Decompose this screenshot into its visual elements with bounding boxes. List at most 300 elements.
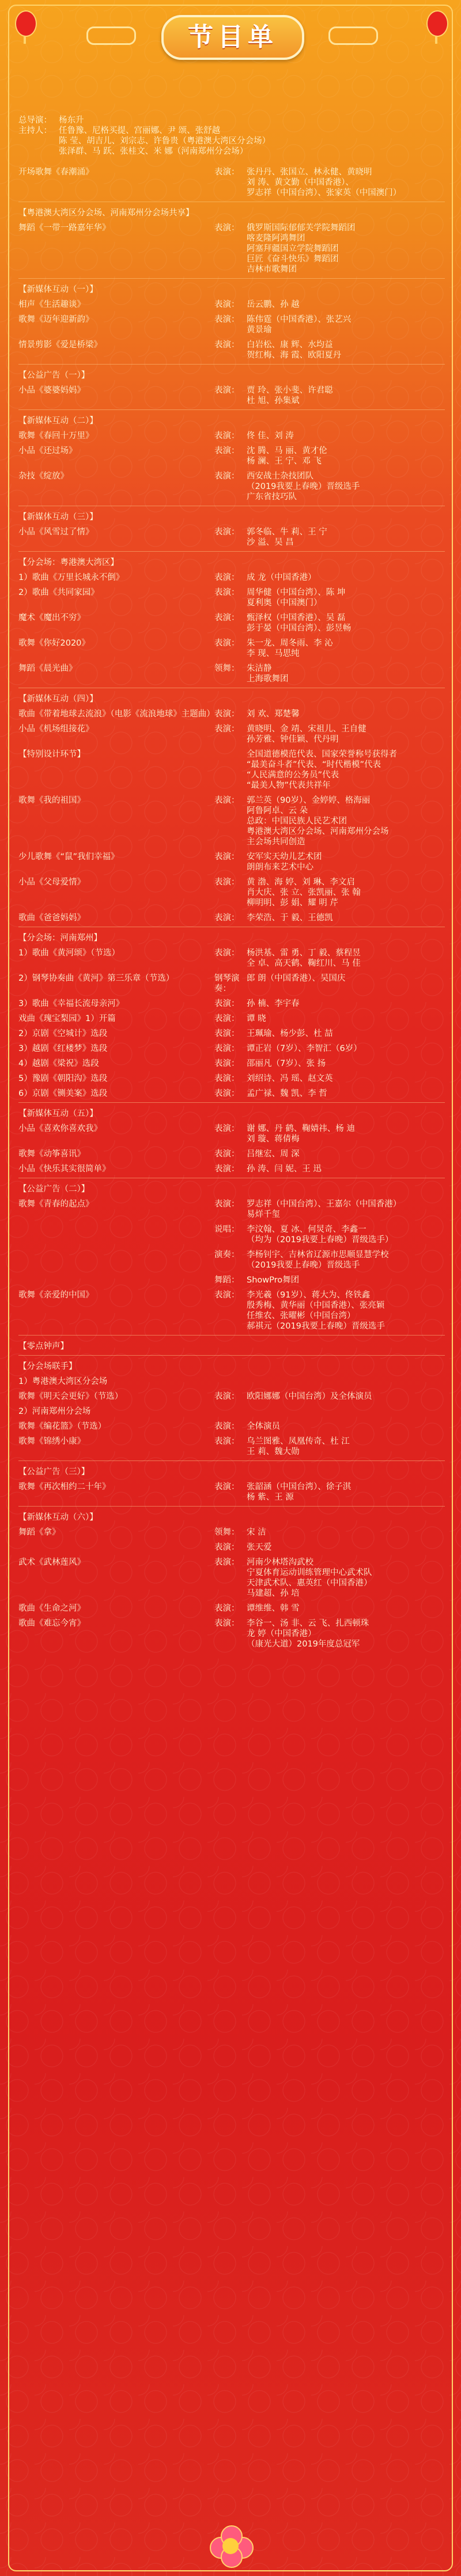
performer-list bbox=[247, 527, 445, 548]
program-title: 3）歌曲《幸福长流母亲河》 bbox=[18, 999, 124, 1008]
performer-line: 陈伟霆（中国香港）、张艺兴 bbox=[247, 315, 352, 324]
program-item bbox=[18, 1482, 445, 1503]
performer-line: 孟广禄、魏 凯、李 哲 bbox=[247, 1089, 327, 1098]
performer-line: 白岩松、康 辉、水均益 bbox=[247, 340, 333, 350]
performer-role bbox=[214, 1376, 247, 1387]
performer-line: 安军实天幼儿艺术团 bbox=[247, 852, 322, 862]
program-title: 舞蹈《一带一路嘉年华》 bbox=[18, 223, 111, 233]
performer-line: 全国道德模范代表、国家荣誉称号获得者 bbox=[247, 750, 397, 759]
performer-line: 肖大庆、张 立、张凯丽、张 翰 bbox=[247, 888, 361, 897]
section-title: 【粤港澳大湾区分会场、河南郑州分会场共享】 bbox=[18, 208, 194, 218]
program-item bbox=[18, 724, 445, 745]
performer-list bbox=[247, 1406, 445, 1417]
performer-list bbox=[247, 749, 445, 791]
performer-line: 刘 欢、郑楚馨 bbox=[247, 710, 300, 719]
program-title: 歌曲《生命之河》 bbox=[18, 1604, 85, 1613]
performer-line: 任维农、张曜彬（中国台湾） bbox=[247, 1311, 356, 1321]
performer-role: 表演： bbox=[214, 1558, 240, 1567]
program-title: 歌舞《亲爱的中国》 bbox=[18, 1291, 94, 1300]
performer-role: 表演： bbox=[214, 386, 240, 395]
performer-role: 表演： bbox=[214, 999, 240, 1008]
performer-role: 表演： bbox=[214, 852, 240, 862]
performer-line: 夏利奥（中国澳门） bbox=[247, 598, 322, 608]
performer-role: 表演： bbox=[214, 1422, 240, 1431]
performer-line: （2019我要上春晚）晋级选手 bbox=[247, 482, 360, 491]
program-item bbox=[18, 638, 445, 659]
program-title: 小品《快乐其实很简单》 bbox=[18, 1164, 111, 1174]
program-item bbox=[18, 1088, 445, 1099]
program-title: 小品《婆婆妈妈》 bbox=[18, 386, 85, 395]
performer-list bbox=[247, 314, 445, 335]
program-item bbox=[18, 1542, 445, 1553]
program-item bbox=[18, 299, 445, 310]
performer-line: 杨 紫、王 源 bbox=[247, 1493, 294, 1502]
director-name: 杨东升 bbox=[59, 116, 84, 125]
performer-line: 李 现、马思纯 bbox=[247, 649, 300, 658]
performer-role: 表演： bbox=[214, 1089, 240, 1098]
program-item bbox=[18, 1199, 445, 1220]
performer-list bbox=[247, 1014, 445, 1024]
performer-list bbox=[247, 948, 445, 969]
performer-line: 黄晓明、金 靖、宋祖儿、王自健 bbox=[247, 724, 366, 734]
performer-line: 河南少林塔沟武校 bbox=[247, 1558, 313, 1567]
performer-list bbox=[247, 340, 445, 361]
program-title: 1）粤港澳大湾区分会场 bbox=[18, 1377, 108, 1386]
performer-list bbox=[247, 385, 445, 406]
performer-list bbox=[247, 1436, 445, 1457]
performer-line: 彭于晏（中国台湾）、彭昱畅 bbox=[247, 624, 352, 633]
program-title: 歌曲《难忘今宵》 bbox=[18, 1619, 85, 1628]
performer-line: “人民满意的公务员”代表 bbox=[247, 771, 339, 780]
performer-line: 谭维维、韩 雪 bbox=[247, 1604, 300, 1613]
performer-line: 罗志祥（中国台湾）、王嘉尔（中国香港） bbox=[247, 1200, 402, 1209]
header bbox=[0, 0, 461, 69]
performer-line: 朱洁静 bbox=[247, 664, 272, 673]
performer-line: 邵丽凡（7岁）、张 扬 bbox=[247, 1059, 326, 1068]
performer-list bbox=[247, 1149, 445, 1159]
performer-line: 李光羲（91岁）、蒋大为、佟铁鑫 bbox=[247, 1291, 371, 1300]
program-item bbox=[18, 1406, 445, 1417]
program-item bbox=[18, 877, 445, 908]
performer-list bbox=[247, 167, 445, 198]
performer-line: 黄 渤、海 婷、刘 琳、李文启 bbox=[247, 878, 355, 887]
program-title: 2）河南郑州分会场 bbox=[18, 1407, 91, 1416]
section-title: 【新媒体互动（五）】 bbox=[18, 1109, 98, 1118]
performer-role: 领舞： bbox=[214, 664, 240, 673]
performer-line: 张丹丹、张国立、林永健、黄晓明 bbox=[247, 168, 372, 177]
performer-role: 表演： bbox=[214, 573, 240, 582]
performer-line: 马建超、孙 培 bbox=[247, 1589, 300, 1598]
program-item bbox=[18, 852, 445, 872]
performer-list bbox=[247, 877, 445, 908]
performer-line: 宋 洁 bbox=[247, 1528, 266, 1537]
program-item bbox=[18, 663, 445, 684]
program-item bbox=[18, 431, 445, 441]
program-title: 2）京剧《空城计》选段 bbox=[18, 1029, 108, 1038]
performer-role: 表演： bbox=[214, 300, 240, 309]
performer-list bbox=[247, 1044, 445, 1054]
performer-list bbox=[247, 431, 445, 441]
program-item bbox=[18, 948, 445, 969]
performer-line: 成 龙（中国香港） bbox=[247, 573, 316, 582]
performer-list bbox=[247, 1124, 445, 1144]
performer-line: 杨 澜、王 宁、邓 飞 bbox=[247, 457, 322, 466]
performer-list bbox=[247, 613, 445, 633]
title-banner bbox=[161, 15, 304, 60]
performer-line: 谢 娜、丹 鹤、鞠婧祎、杨 迪 bbox=[247, 1124, 355, 1133]
performer-list bbox=[247, 913, 445, 923]
section-header bbox=[18, 202, 445, 218]
program-title: 相声《生活趣谈》 bbox=[18, 300, 85, 309]
program-title: 小品《机场组接花》 bbox=[18, 724, 94, 734]
performer-role: 表演： bbox=[214, 1392, 240, 1401]
section-header bbox=[18, 551, 445, 568]
program-title: 歌舞《明天会更好》（节选） bbox=[18, 1392, 123, 1401]
performer-line: 李荣浩、于 毅、王德凯 bbox=[247, 913, 333, 923]
performer-list bbox=[247, 1557, 445, 1599]
performer-list bbox=[247, 1224, 445, 1245]
section-title: 【公益广告（一）】 bbox=[18, 371, 90, 380]
program-title: 歌舞《迈年迎新韵》 bbox=[18, 315, 94, 324]
performer-line: “最美奋斗者”代表、“时代楷模”代表 bbox=[247, 760, 381, 769]
performer-line: 张韶涵（中国台湾）、徐子淇 bbox=[247, 1482, 352, 1492]
performer-line: 郎 朗（中国香港）、吴国庆 bbox=[247, 974, 346, 983]
section-divider bbox=[18, 1335, 445, 1336]
performer-line: 喀麦隆阿鸿舞团 bbox=[247, 234, 305, 243]
program-item bbox=[18, 613, 445, 633]
program-title: 歌舞《编花篮》（节选） bbox=[18, 1422, 107, 1431]
program-item bbox=[18, 1044, 445, 1054]
host-row bbox=[18, 126, 445, 157]
performer-role: 领舞： bbox=[214, 1528, 240, 1537]
performer-list bbox=[247, 1391, 445, 1402]
cloud-ornament-left bbox=[86, 26, 136, 45]
lantern-icon bbox=[15, 10, 37, 37]
section-title: 【公益广告（三）】 bbox=[18, 1467, 90, 1477]
performer-line: 孙 楠、李宇春 bbox=[247, 999, 300, 1008]
section-divider bbox=[18, 551, 445, 552]
performer-list bbox=[247, 299, 445, 310]
performer-line: 西安战士杂技团队 bbox=[247, 472, 313, 481]
program-title bbox=[18, 1250, 214, 1270]
program-title: 1）歌曲《万里长城永不倒》 bbox=[18, 573, 124, 582]
performer-line: 贺红梅、海 霞、欧阳夏丹 bbox=[247, 351, 342, 360]
program-item bbox=[18, 471, 445, 502]
section-header bbox=[18, 364, 445, 381]
performer-line: 李杨钊宇、吉林省辽源市思顺显慧学校 bbox=[247, 1250, 389, 1259]
section-header bbox=[18, 409, 445, 426]
section-title: 【新媒体互动（四）】 bbox=[18, 695, 98, 704]
performer-line: 全 卓、高天鹤、鞠红川、马 佳 bbox=[247, 959, 361, 968]
performer-list bbox=[247, 999, 445, 1009]
program-item bbox=[18, 1029, 445, 1039]
peony-flower-icon bbox=[207, 2525, 254, 2566]
program-title: 3）越剧《红楼梦》选段 bbox=[18, 1044, 108, 1053]
performer-line: 乌兰图雅、凤凰传奇、杜 江 bbox=[247, 1437, 350, 1446]
performer-line: 阿鲁阿卓、云 朵 bbox=[247, 806, 308, 815]
performer-line: 上海歌舞团 bbox=[247, 674, 289, 684]
section-header bbox=[18, 1178, 445, 1194]
program-item bbox=[18, 1073, 445, 1084]
section-header bbox=[18, 1460, 445, 1477]
performer-line: 主会场共同创造 bbox=[247, 837, 305, 847]
performer-role: 表演： bbox=[214, 1200, 240, 1209]
performer-role: 表演： bbox=[214, 1604, 240, 1613]
performer-role: 说唱： bbox=[214, 1225, 240, 1234]
program-item bbox=[18, 749, 445, 791]
program-item bbox=[18, 587, 445, 608]
performer-role: 表演： bbox=[214, 1059, 240, 1068]
performer-list bbox=[247, 1482, 445, 1503]
performer-role: 表演： bbox=[214, 796, 240, 805]
program-item bbox=[18, 1275, 445, 1285]
performer-role: 表演： bbox=[214, 1482, 240, 1492]
performer-role bbox=[214, 749, 247, 791]
performer-line: 粤港澳大湾区分会场、河南郑州分会场 bbox=[247, 827, 389, 836]
section-title: 【新媒体互动（二）】 bbox=[18, 416, 98, 426]
section-title: 【新媒体互动（三）】 bbox=[18, 513, 98, 522]
section-title: 【公益广告（二）】 bbox=[18, 1185, 90, 1194]
performer-line: 龙 婷（中国香港） bbox=[247, 1629, 316, 1638]
program-title: 杂技《绽放》 bbox=[18, 472, 69, 481]
performer-list bbox=[247, 1250, 445, 1270]
performer-list bbox=[247, 724, 445, 745]
program-item bbox=[18, 1557, 445, 1599]
performer-line: 周华健（中国台湾）、陈 坤 bbox=[247, 588, 346, 597]
performer-list bbox=[247, 1059, 445, 1069]
performer-role: 表演： bbox=[214, 1291, 240, 1300]
performer-list bbox=[247, 973, 445, 994]
section-title: 【新媒体互动（一）】 bbox=[18, 285, 98, 294]
performer-list bbox=[247, 1164, 445, 1174]
section-divider bbox=[18, 409, 445, 410]
performer-list bbox=[247, 587, 445, 608]
performer-role: 表演： bbox=[214, 1164, 240, 1174]
section-header bbox=[18, 1355, 445, 1372]
program-title: 【特别设计环节】 bbox=[18, 750, 85, 759]
program-title: 歌曲《带着地球去流浪》（电影《流浪地球》主题曲） bbox=[18, 710, 215, 719]
section-header bbox=[18, 1506, 445, 1523]
performer-line: 宁夏体育运动训练管理中心武术队 bbox=[247, 1568, 372, 1577]
performer-role: 表演： bbox=[214, 639, 240, 648]
program-item bbox=[18, 1124, 445, 1144]
performer-line: （均为（2019我要上春晚）晋级选手） bbox=[247, 1235, 394, 1245]
performer-line: ShowPro舞团 bbox=[247, 1276, 300, 1285]
performer-role: 表演： bbox=[214, 168, 240, 177]
performer-line: “最美人物”代表共祥年 bbox=[247, 781, 331, 790]
program-title: 戏曲《瑰宝梨园》1）开篇 bbox=[18, 1014, 116, 1023]
program-title: 小品《风雪过了情》 bbox=[18, 528, 94, 537]
performer-list bbox=[247, 709, 445, 719]
performer-line: 郭冬临、牛 莉、王 宁 bbox=[247, 528, 327, 537]
program-item bbox=[18, 1436, 445, 1457]
performer-role: 演奏： bbox=[214, 1250, 240, 1259]
section-divider bbox=[18, 364, 445, 365]
performer-line: 殷秀梅、黄华丽（中国香港）、张亮颖 bbox=[247, 1301, 385, 1310]
program-list bbox=[18, 115, 445, 1649]
program-title: 歌舞《你好2020》 bbox=[18, 639, 90, 648]
program-item bbox=[18, 973, 445, 994]
performer-line: 吕继宏、周 深 bbox=[247, 1149, 300, 1159]
performer-list bbox=[247, 1603, 445, 1614]
performer-role: 表演： bbox=[214, 340, 240, 350]
program-item bbox=[18, 1421, 445, 1432]
program-title: 4）越剧《梁祝》选段 bbox=[18, 1059, 99, 1068]
section-header bbox=[18, 1335, 445, 1352]
performer-line: 王珮瑜、杨少彭、杜 喆 bbox=[247, 1029, 333, 1038]
program-title: 开场歌舞《春潮涌》 bbox=[18, 168, 94, 177]
performer-role: 表演： bbox=[214, 588, 240, 597]
lantern-icon bbox=[426, 10, 448, 37]
performer-line: 巨匠《奋斗快乐》舞蹈团 bbox=[247, 255, 339, 264]
performer-line: 王 莉、魏大勋 bbox=[247, 1447, 300, 1456]
program-item bbox=[18, 1376, 445, 1387]
program-title: 情景剪影《爱是桥梁》 bbox=[18, 340, 102, 350]
performer-line: 朱一龙、周冬雨、李 沁 bbox=[247, 639, 333, 648]
program-item bbox=[18, 1059, 445, 1069]
host-label: 主持人： bbox=[18, 126, 52, 135]
performer-line: 佟 佳、刘 涛 bbox=[247, 431, 294, 441]
performer-role: 表演： bbox=[214, 878, 240, 887]
performer-line: 郝祺元（2019我要上春晚）晋级选手 bbox=[247, 1322, 385, 1331]
program-title: 少儿歌舞《“鼠”我们幸福》 bbox=[18, 852, 119, 862]
performer-line: 孙 涛、闫 妮、王 迅 bbox=[247, 1164, 322, 1174]
performer-line: （2019我要上春晚）晋级选手 bbox=[247, 1261, 360, 1270]
performer-line: 沈 腾、马 丽、黄才伦 bbox=[247, 446, 327, 456]
performer-list bbox=[247, 1376, 445, 1387]
performer-list bbox=[247, 852, 445, 872]
performer-line: 欧阳娜娜（中国台湾）及全体演员 bbox=[247, 1392, 372, 1401]
program-item bbox=[18, 385, 445, 406]
performer-role: 表演： bbox=[214, 1029, 240, 1038]
section-title: 【分会场：粤港澳大湾区】 bbox=[18, 558, 119, 567]
program-title: 1）歌曲《黄河颂》（节选） bbox=[18, 949, 120, 958]
performer-line: 刘绍诗、冯 瑶、赵文英 bbox=[247, 1074, 333, 1083]
program-title bbox=[18, 1275, 214, 1285]
section-header bbox=[18, 927, 445, 943]
section-divider bbox=[18, 1460, 445, 1461]
performer-role: 表演： bbox=[214, 223, 240, 233]
performer-line: 李谷一、汤 非、云 飞、扎西顿珠 bbox=[247, 1619, 369, 1628]
host-line: 任鲁豫、尼格买提、宫丽娜、尹 颂、张舒越 bbox=[59, 126, 221, 135]
program-title: 歌舞《青春的起点》 bbox=[18, 1200, 94, 1209]
program-item bbox=[18, 1149, 445, 1159]
performer-role: 表演： bbox=[214, 710, 240, 719]
performer-line: 黄景瑜 bbox=[247, 325, 272, 335]
section-title: 【分会场联手】 bbox=[18, 1362, 77, 1371]
performer-role: 表演： bbox=[214, 1014, 240, 1023]
program-title bbox=[18, 1224, 214, 1245]
program-item bbox=[18, 223, 445, 275]
performer-line: 易烊千玺 bbox=[247, 1210, 280, 1219]
performer-line: 沙 溢、吴 昌 bbox=[247, 538, 294, 547]
section-divider bbox=[18, 1506, 445, 1507]
performer-line: 郭兰英（90岁）、金婷婷、格海丽 bbox=[247, 796, 371, 805]
section-divider bbox=[18, 1355, 445, 1356]
performer-line: 广东省技巧队 bbox=[247, 492, 297, 502]
program-title: 歌曲《爸爸妈妈》 bbox=[18, 913, 85, 923]
program-item bbox=[18, 1391, 445, 1402]
performer-line: 罗志祥（中国台湾）、张家英（中国澳门） bbox=[247, 188, 402, 198]
performer-list bbox=[247, 1088, 445, 1099]
performer-role: 表演： bbox=[214, 613, 240, 623]
section-title: 【零点钟声】 bbox=[18, 1342, 69, 1351]
host-line: 张泽群、马 跃、张桂文、米 娜（河南郑州分会场） bbox=[59, 147, 248, 156]
performer-line: 柳明明、彭 娟、耀 明 芹 bbox=[247, 898, 338, 908]
performer-line: （康光大道）2019年度总冠军 bbox=[247, 1640, 360, 1649]
performer-role: 表演： bbox=[214, 949, 240, 958]
program-item bbox=[18, 527, 445, 548]
performer-list bbox=[247, 1199, 445, 1220]
section-header bbox=[18, 1102, 445, 1119]
performer-role: 表演： bbox=[214, 528, 240, 537]
performer-line: 谭正岩（7岁）、李智汇（6岁） bbox=[247, 1044, 362, 1053]
program-title: 歌舞《动筝喜讯》 bbox=[18, 1149, 85, 1159]
program-title: 歌舞《再次相约二十年》 bbox=[18, 1482, 111, 1492]
performer-list bbox=[247, 795, 445, 847]
performer-list bbox=[247, 446, 445, 466]
performer-line: 贾 玲、张小斐、许君聪 bbox=[247, 386, 333, 395]
program-item bbox=[18, 795, 445, 847]
performer-list bbox=[247, 1275, 445, 1285]
program-title: 魔术《魔出不穷》 bbox=[18, 613, 85, 623]
page-title: 节目单 bbox=[188, 22, 278, 52]
performer-role: 舞蹈： bbox=[214, 1276, 240, 1285]
program-item bbox=[18, 1603, 445, 1614]
program-title: 2）歌曲《共同家园》 bbox=[18, 588, 99, 597]
performer-role: 表演： bbox=[214, 1044, 240, 1053]
program-title: 歌舞《我的祖国》 bbox=[18, 796, 85, 805]
program-item bbox=[18, 999, 445, 1009]
performer-role: 表演： bbox=[214, 472, 240, 481]
program-item bbox=[18, 1290, 445, 1331]
performer-line: 吉林市歌舞团 bbox=[247, 265, 297, 274]
performer-list bbox=[247, 1290, 445, 1331]
performer-line: 全体演员 bbox=[247, 1422, 280, 1431]
performer-list bbox=[247, 663, 445, 684]
performer-list bbox=[247, 1029, 445, 1039]
performer-line: 孙芳雅、钟佳颖、代丹明 bbox=[247, 735, 339, 744]
performer-line: 俄罗斯国际郁郁芙学院舞蹈团 bbox=[247, 223, 356, 233]
performer-role: 表演： bbox=[214, 1619, 240, 1628]
program-item bbox=[18, 340, 445, 361]
performer-role: 表演： bbox=[214, 1149, 240, 1159]
program-title: 5）豫剧《朝阳沟》选段 bbox=[18, 1074, 108, 1083]
performer-list bbox=[247, 638, 445, 659]
program-title: 武术《武林莲风》 bbox=[18, 1558, 85, 1567]
performer-line: 杨洪基、雷 勇、丁 毅、蔡程昱 bbox=[247, 949, 361, 958]
performer-role: 表演： bbox=[214, 1543, 240, 1552]
program-title: 6）京剧《铡美案》选段 bbox=[18, 1089, 108, 1098]
program-items bbox=[18, 167, 445, 1649]
performer-role: 钢琴演奏： bbox=[214, 974, 240, 993]
performer-role: 表演： bbox=[214, 1124, 240, 1133]
performer-list bbox=[247, 471, 445, 502]
performer-list bbox=[247, 1618, 445, 1649]
program-item bbox=[18, 913, 445, 923]
performer-role: 表演： bbox=[214, 431, 240, 441]
section-divider bbox=[18, 1102, 445, 1103]
program-title: 小品《喜欢你喜欢我》 bbox=[18, 1124, 102, 1133]
performer-line: 谭 晓 bbox=[247, 1014, 266, 1023]
performer-line: 阿塞拜疆国立学院舞蹈团 bbox=[247, 244, 339, 253]
host-line: 陈 莹、胡吉儿、刘宗志、许鲁贵（粤港澳大湾区分会场） bbox=[59, 136, 271, 146]
cloud-ornament-right bbox=[328, 26, 378, 45]
program-item bbox=[18, 1527, 445, 1538]
program-item bbox=[18, 1014, 445, 1024]
performer-line: 岳云鹏、孙 越 bbox=[247, 300, 300, 309]
performer-list bbox=[247, 1527, 445, 1538]
